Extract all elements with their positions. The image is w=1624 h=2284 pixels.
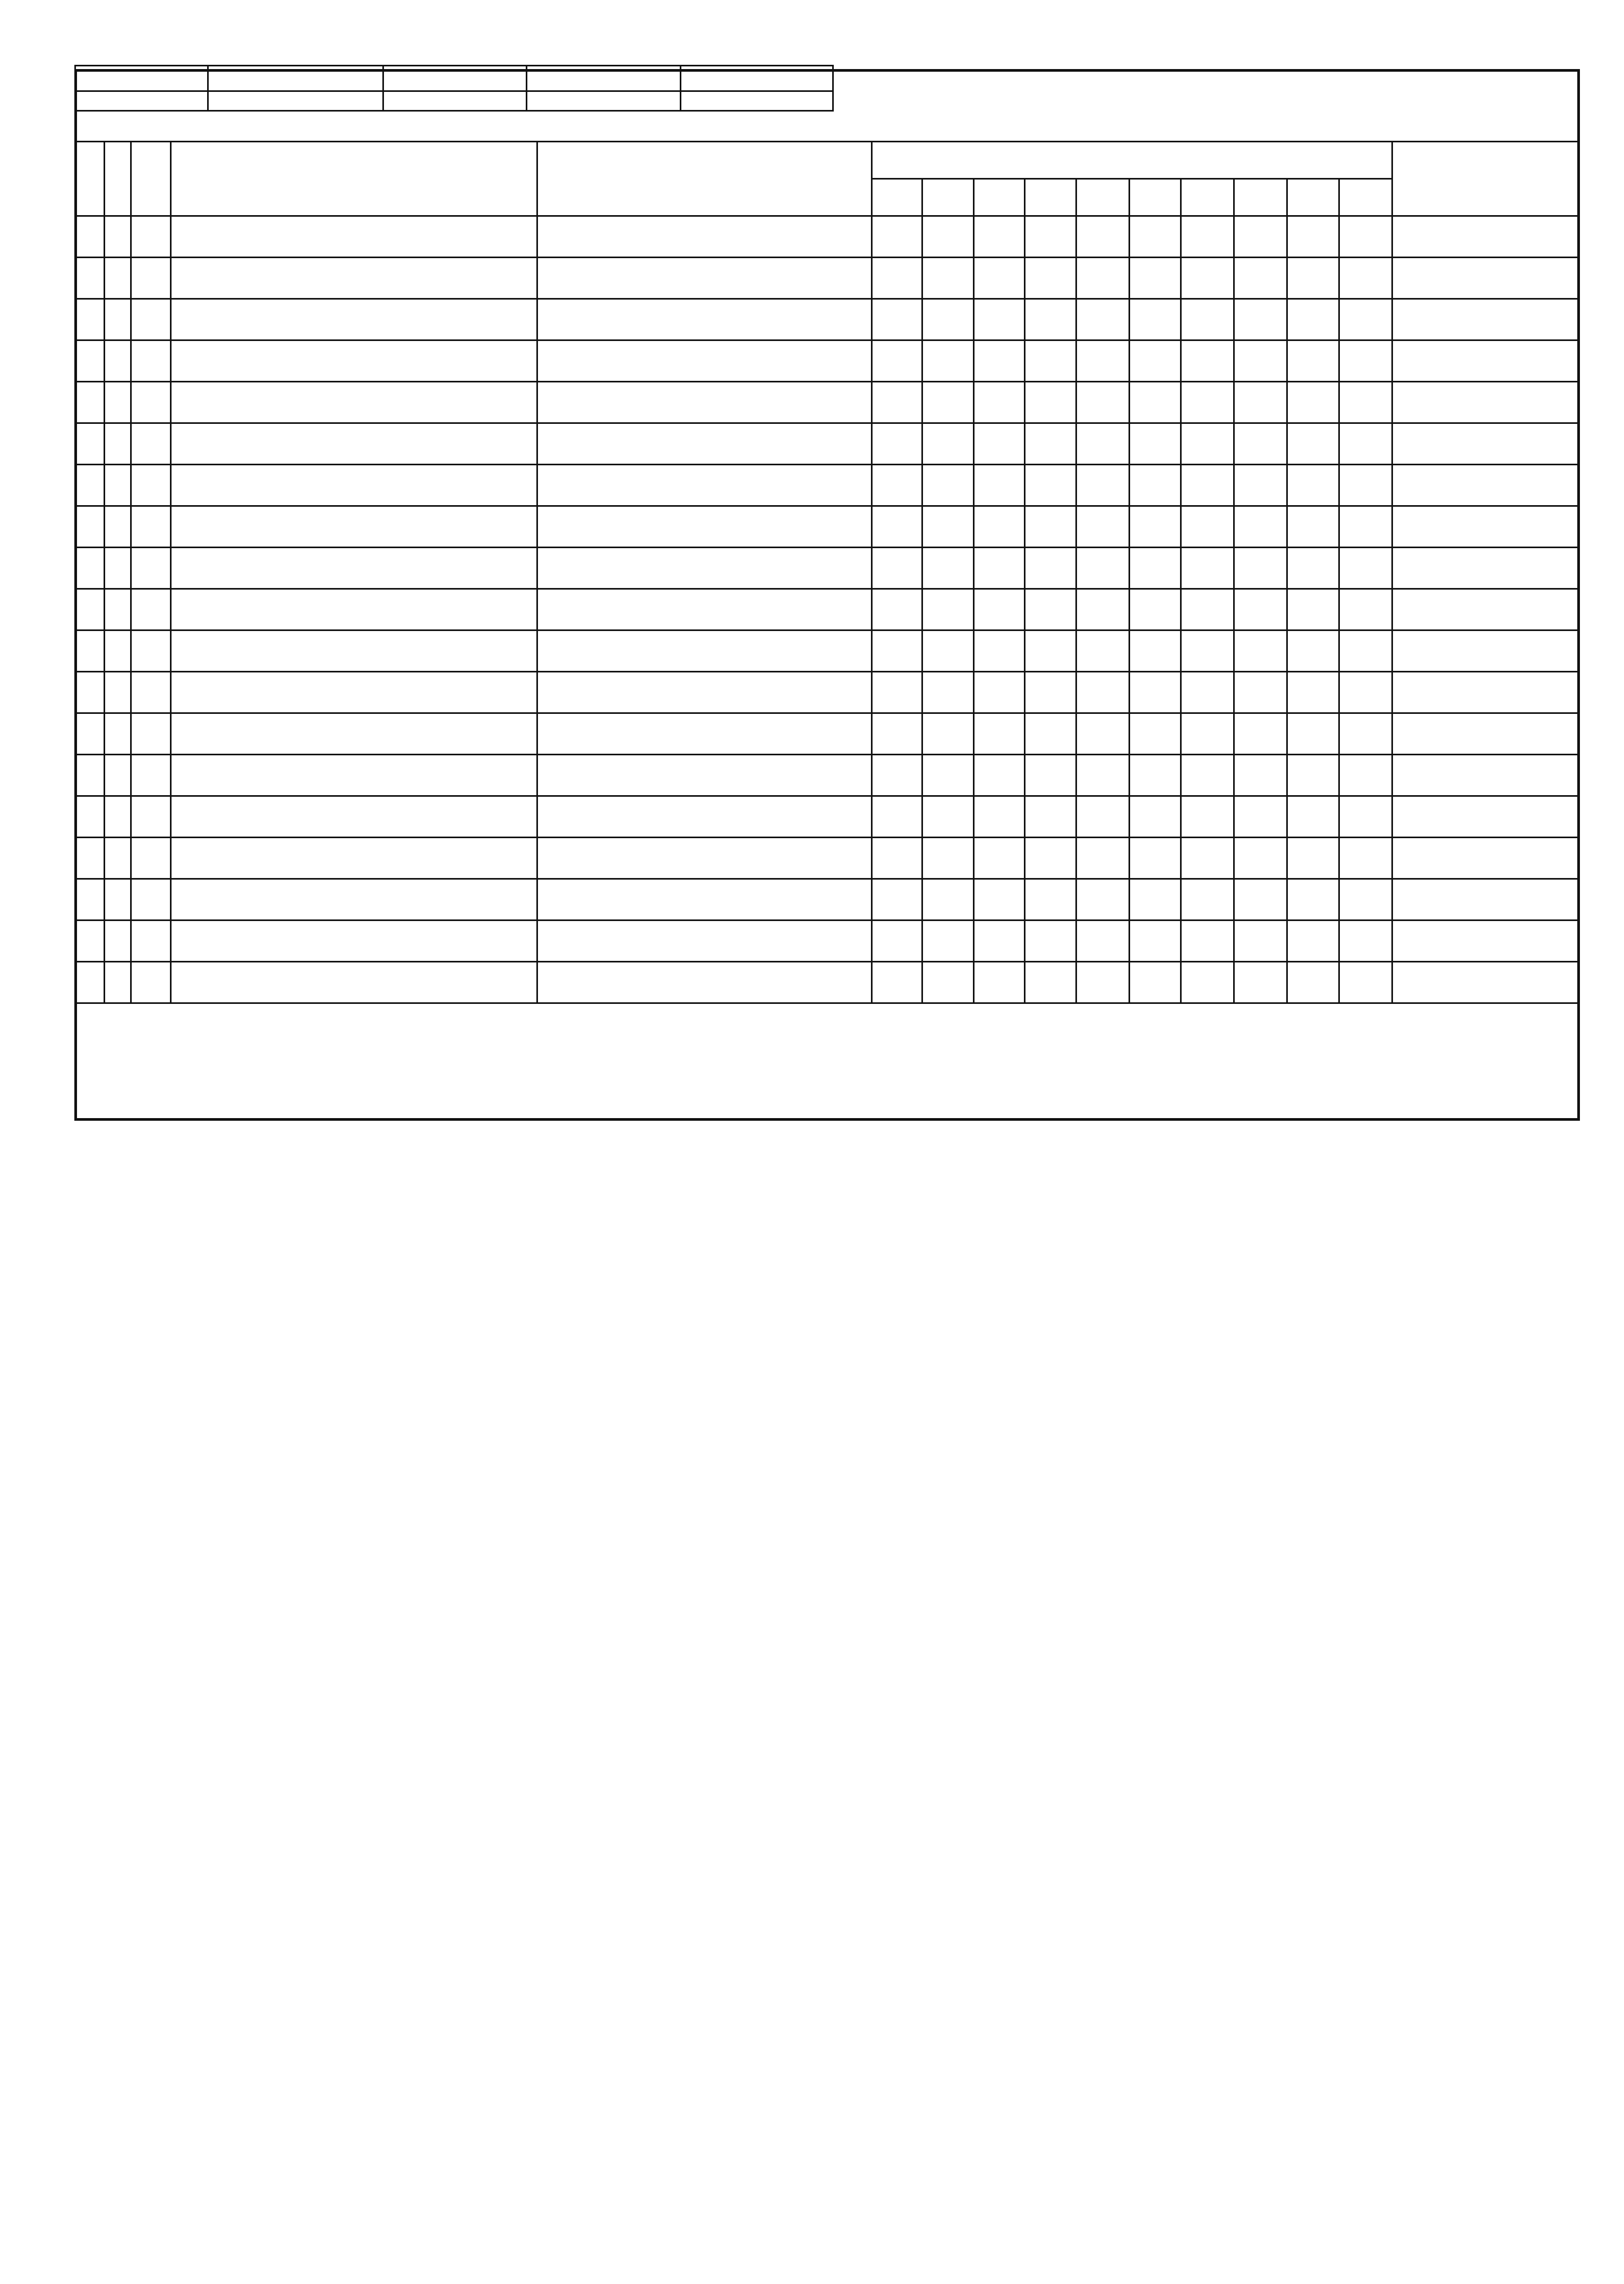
row-line [74,712,1580,714]
row-line [74,754,1580,755]
row-line [74,1002,1580,1004]
stamp-col [680,65,681,112]
row-line [74,422,1580,424]
row-line [74,588,1580,590]
column-line [170,141,172,1002]
row-line [74,629,1580,631]
row-line [74,837,1580,838]
top-stamp [74,65,834,112]
column-line [536,141,538,1002]
row-line [74,878,1580,880]
row-line [74,257,1580,258]
row-line [74,671,1580,672]
stamp-col [382,65,384,112]
row-line [74,464,1580,465]
header-top-line [74,141,1580,142]
column-line [1391,141,1393,1002]
row-line [74,795,1580,797]
stamp-divider [74,90,834,92]
row-line [74,339,1580,341]
header-bottom-line [74,215,1580,217]
column-line [130,141,132,1002]
row-line [74,505,1580,507]
stamp-col [207,65,209,112]
column-line [871,141,873,1002]
stamp-col [526,65,527,112]
row-line [74,919,1580,921]
row-line [74,547,1580,548]
row-line [74,961,1580,962]
qty-header-divider [871,178,1391,180]
column-line [104,141,105,1002]
row-line [74,381,1580,382]
row-line [74,298,1580,300]
sheet-frame-s1 [74,69,1580,1121]
